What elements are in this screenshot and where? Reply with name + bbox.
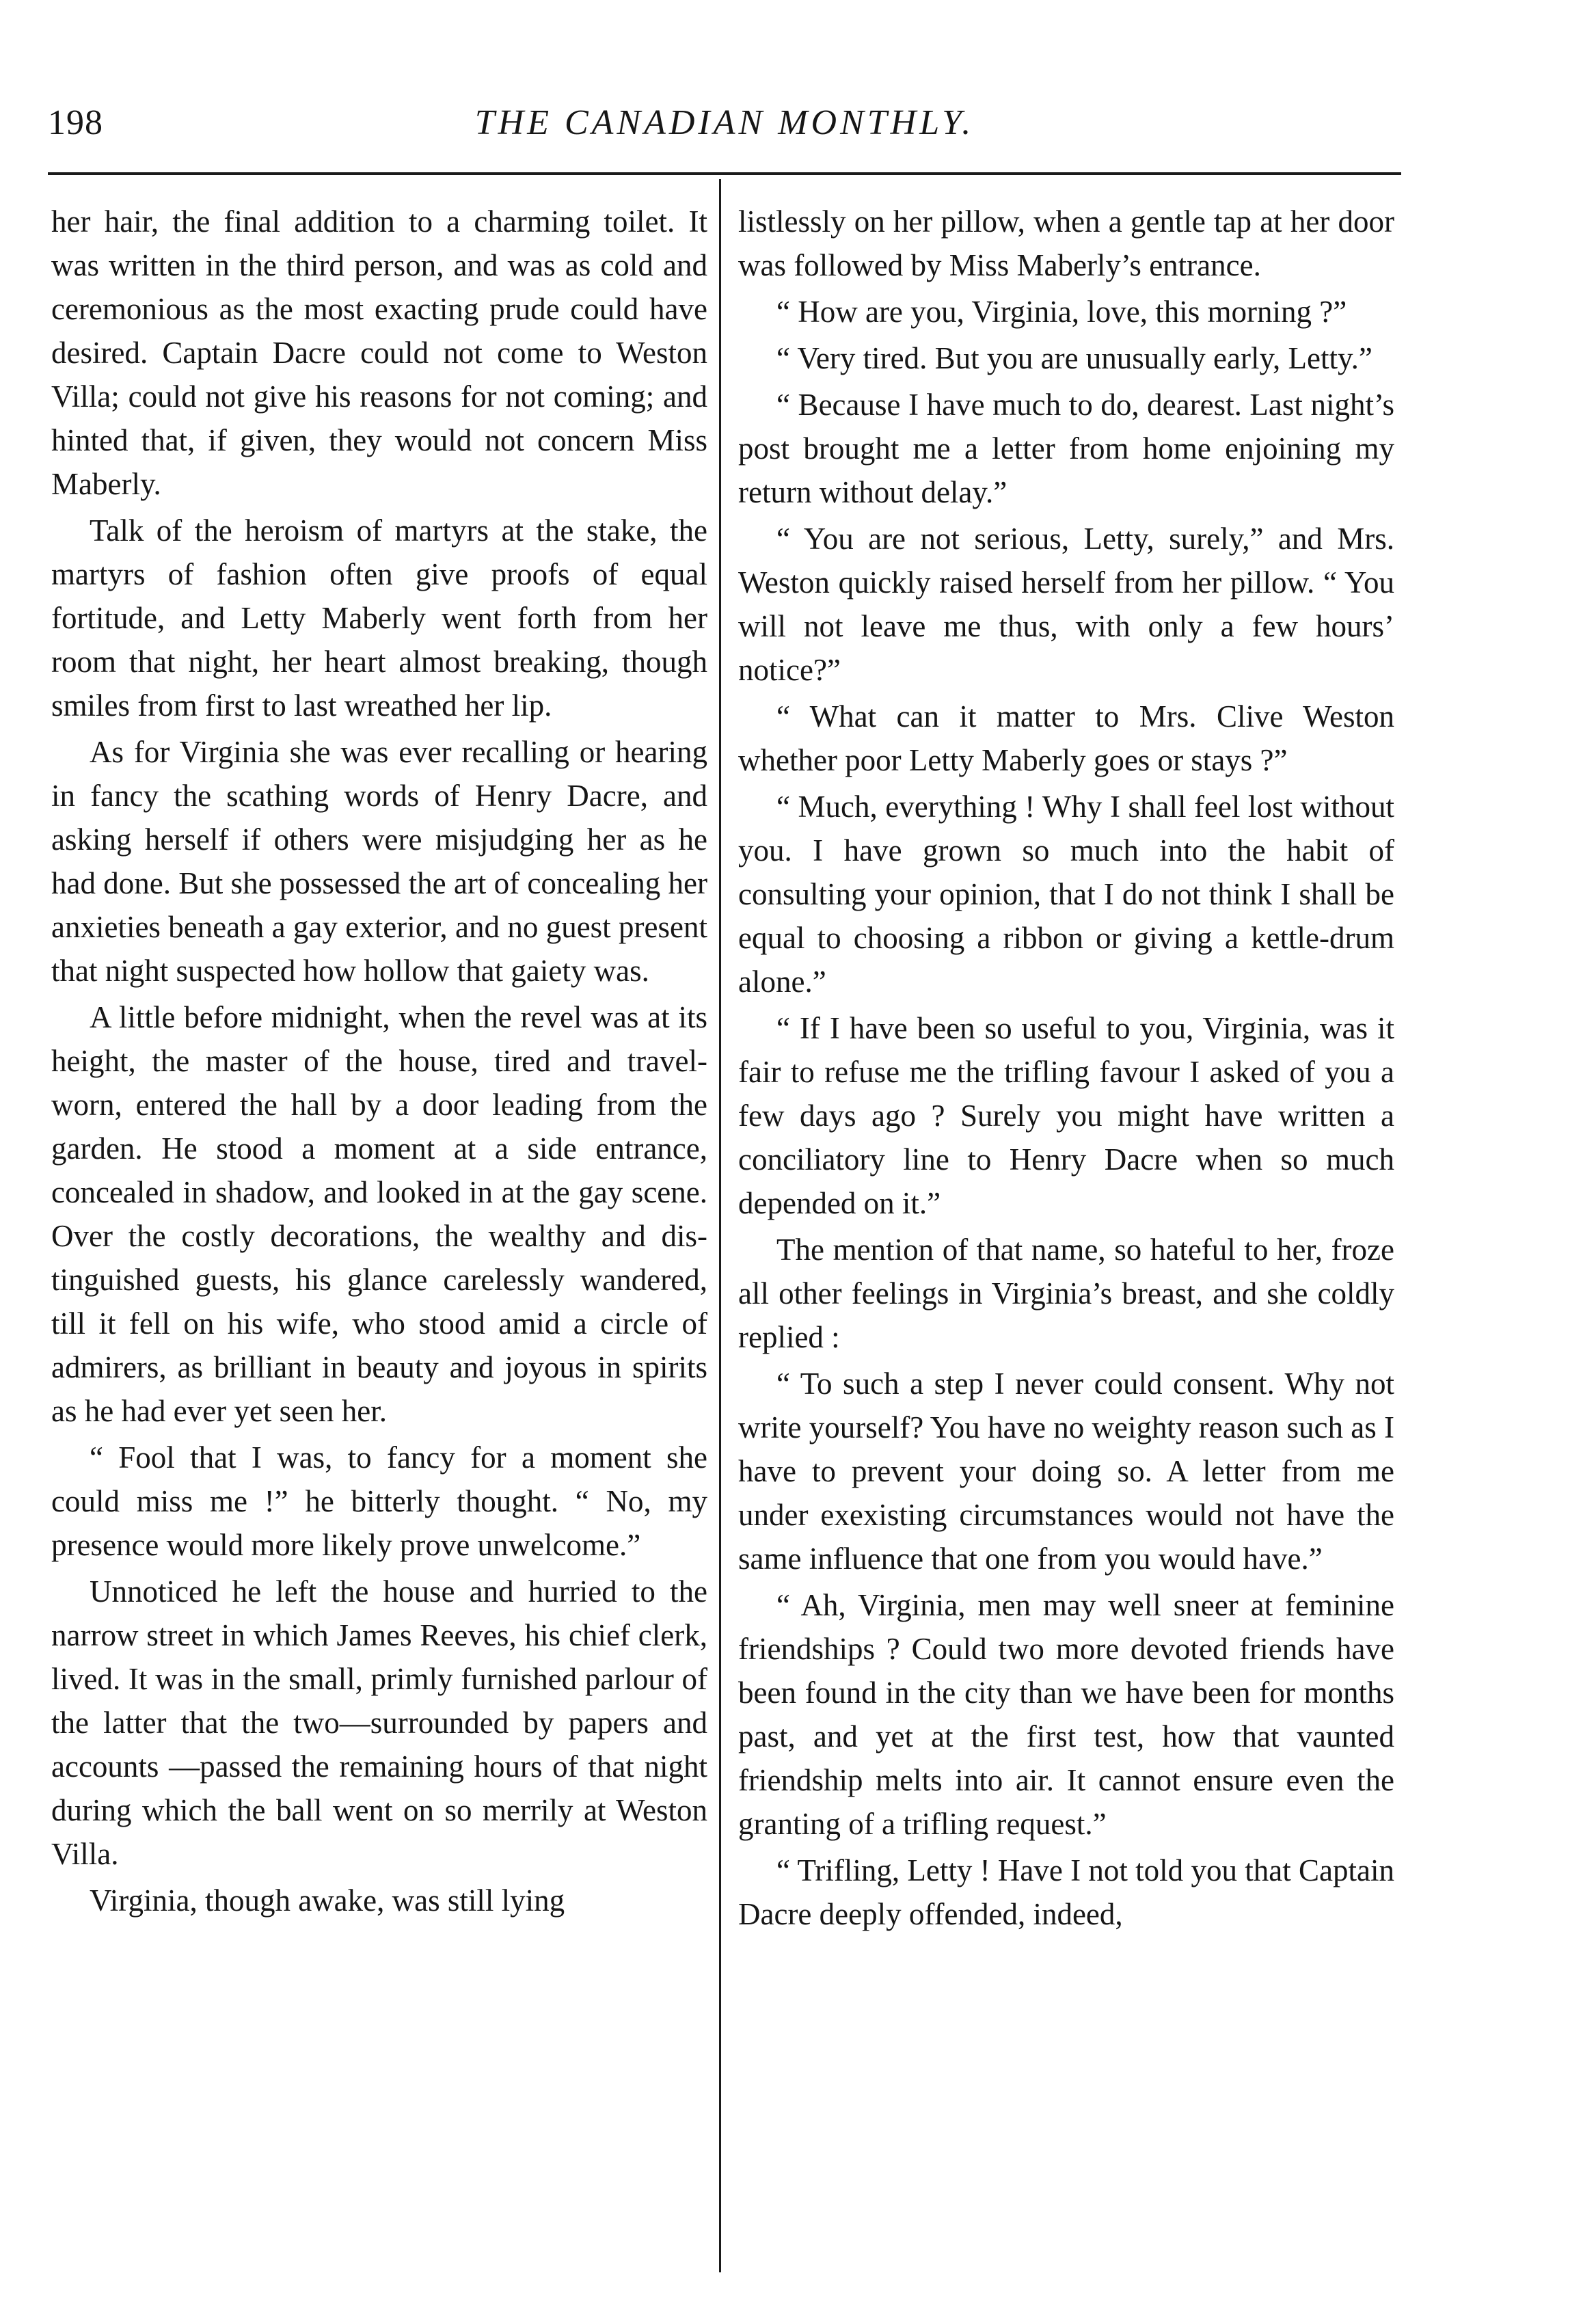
header-rule [48,172,1401,175]
paragraph: “ Very tired. But you are unusually early, Letty.” [776,341,1372,375]
paragraph: A little before midnight, when the revel was at its height, the master of the house, tired and travel-worn, entered the hall by a door leading from the garden. He stood a moment at a side entrance, concealed in shadow, and looked in at the gay scene. Over the costly decorations, the wealthy and distinguished guests, his glance carelessly wandered, till it fell on his wife, who stood amid a circle of admirers, as brilliant in beauty and joyous in spirits as he had ever yet seen her. [51,1000,707,1428]
paragraph: “ Trifling, Letty ! Have I not told you that Captain Dacre deeply offended, indeed, [738,1853,1394,1931]
paragraph: “ Ah, Virginia, men may well sneer at feminine friendships ? Could two more devoted friends have been found in the city than we have been for months past, and yet at the first test, how that vaunted friendship melts into air. It cannot ensure even the granting of a trifling request.” [738,1588,1394,1841]
paragraph: “ You are not serious, Letty, surely,” and Mrs. Weston quickly raised herself from her pillow. “ You will not leave me thus, with only a few hours’ notice?” [738,522,1394,687]
page-number: 198 [48,103,103,142]
paragraph: “ Much, everything ! Why I shall feel lost without you. I have grown so much into the habit of consulting your opinion, that I do not think I shall be equal to choosing a ribbon or giving a kettle-drum alone.” [738,790,1394,999]
paragraph: “ How are you, Virginia, love, this morning ?” [776,295,1347,329]
paragraph: The mention of that name, so hateful to her, froze all other feelings in Virginia’s breast, and she coldly replied : [738,1233,1394,1354]
paragraph: listlessly on her pillow, when a gentle tap at her door was followed by Miss Maberly’s entrance. [738,204,1394,282]
paragraph: her hair, the final addition to a charming toilet. It was written in the third person, and was as cold and ceremonious as the most exacting prude could have desired. Captain Dacre could not come to Weston Villa; could not give his reasons for not coming; and hinted that, if given, they would not concern Miss Maberly. [51,204,707,501]
paragraph: “ If I have been so useful to you, Virginia, was it fair to refuse me the trifling favour I asked of you a few days ago ? Surely you might have written a conciliatory line to Henry Dacre when so much depended on it.” [738,1011,1394,1220]
left-column [51,200,707,1925]
paragraph: Unnoticed he left the house and hurried to the narrow street in which James Reeves, his chief clerk, lived. It was in the small, primly furnished parlour of the latter that the two—surrounded by papers and accounts —passed the remaining hours of that night during which the ball went on so merrily at Weston Villa. [51,1574,707,1871]
page-header [48,103,1401,157]
right-column [738,200,1394,1939]
paragraph: “ Because I have much to do, dearest. Last night’s post brought me a letter from home enjoining my return without delay.” [738,388,1394,509]
running-title: THE CANADIAN MONTHLY. [474,103,975,142]
paragraph: “ What can it matter to Mrs. Clive Weston whether poor Letty Maberly goes or stays ?” [738,699,1394,777]
paragraph: “ Fool that I was, to fancy for a moment she could miss me !” he bitterly thought. “ No, my presence would more likely prove unwelcome.” [51,1440,707,1562]
paragraph: Virginia, though awake, was still lying [90,1883,565,1918]
column-divider [719,179,721,2272]
paragraph: As for Virginia she was ever recalling or hearing in fancy the scathing words of Henry Dacre, and asking herself if others were misjudging her as he had done. But she possessed the art of concealing her anxieties beneath a gay exterior, and no guest present that night suspected how hollow that gaiety was. [51,735,707,988]
paragraph: Talk of the heroism of martyrs at the stake, the martyrs of fashion often give proofs of equal fortitude, and Letty Maberly went forth from her room that night, her heart almost breaking, though smiles from first to last wreathed her lip. [51,513,707,723]
paragraph: “ To such a step I never could consent. Why not write yourself? You have no weighty reason such as I have to prevent your doing so. A letter from me under exexisting circumstances would not have the same influence that one from you would have.” [738,1367,1394,1576]
